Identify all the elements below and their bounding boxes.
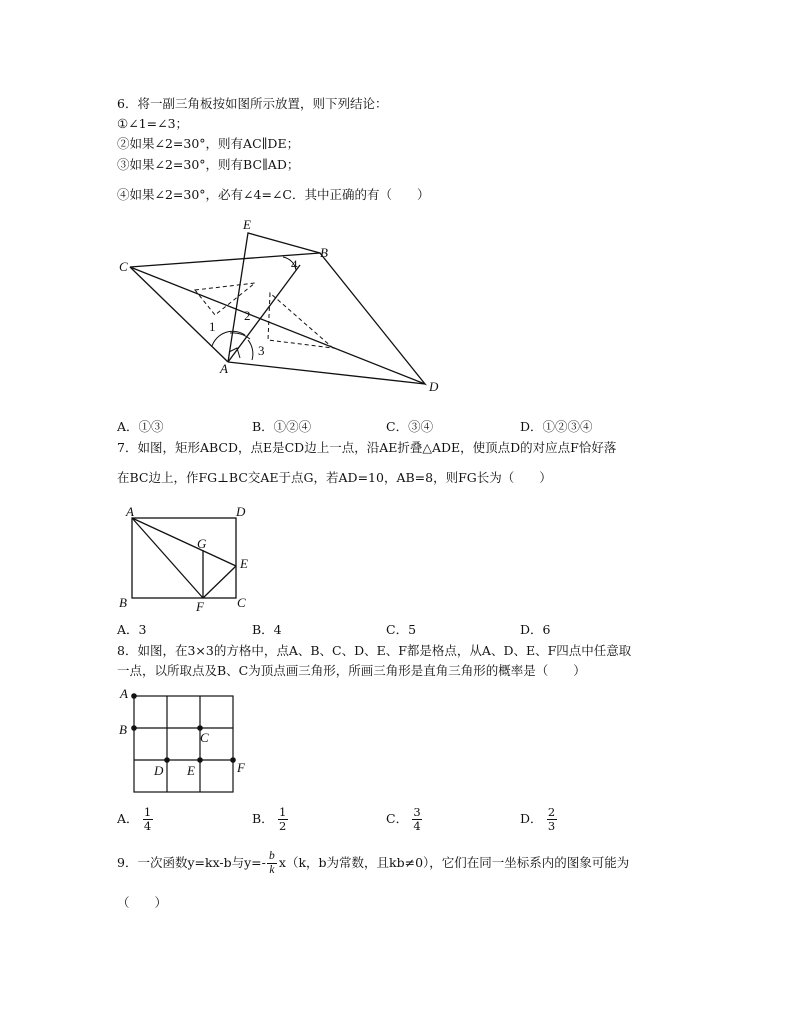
q7-figure: [115, 502, 255, 614]
segment-ae: [132, 518, 236, 566]
q8-option-c-label: C．: [386, 811, 409, 826]
label-angle-1: 1: [209, 319, 216, 334]
q8-line-1: 8．如图，在3×3的方格中，点A、B、C、D、E、F都是格点，从A、D、E、F四点中任意取: [117, 643, 632, 658]
q8-option-b-fraction: [278, 806, 288, 833]
label-A: A: [220, 361, 228, 376]
point-A: [131, 693, 137, 699]
denominator: 3: [547, 819, 556, 833]
q6-statement-4: ④如果∠2=30°，必有∠4=∠C．其中正确的有（ ）: [117, 187, 430, 202]
denominator: 2: [279, 819, 287, 833]
dashed-triangle-right: [268, 293, 333, 348]
q6-statement-1: ①∠1=∠3；: [117, 116, 189, 131]
label-D: D: [429, 379, 439, 394]
label-E: E: [240, 556, 248, 571]
q7-option-a[interactable]: A．3: [117, 622, 147, 637]
q7-option-c[interactable]: C．5: [386, 622, 417, 637]
segment-af: [132, 518, 203, 598]
q8-option-a-fraction: [143, 806, 153, 833]
q9-answer-paren: （ ）: [117, 895, 168, 910]
label-A: A: [126, 504, 134, 519]
label-C: C: [119, 259, 128, 274]
q7-option-b[interactable]: B．4: [252, 622, 282, 637]
q8-option-a[interactable]: [117, 806, 153, 833]
q6-stem: 6．将一副三角板按如图所示放置，则下列结论：: [117, 96, 388, 111]
rectangle-abcd: [132, 518, 236, 598]
angle-arc-3: [248, 340, 253, 360]
denominator: 4: [143, 819, 152, 833]
q7-option-d[interactable]: D．6: [520, 622, 551, 637]
denominator: 4: [413, 819, 421, 833]
q6-option-a[interactable]: A．①③: [117, 419, 164, 434]
q9-text-post: x（k，b为常数，且kb≠0），它们在同一坐标系内的图象可能为: [278, 855, 630, 870]
q6-option-b[interactable]: B．①②④: [252, 419, 312, 434]
denominator: k: [269, 864, 275, 876]
q8-option-d-label: D．: [520, 811, 543, 826]
q6-option-c[interactable]: C．③④: [386, 419, 434, 434]
q8-option-d-fraction: [547, 806, 557, 833]
edge-ad: [228, 362, 425, 384]
q9-text-pre: 9．一次函数y=kx-b与y=-: [117, 855, 266, 870]
edge-ca: [130, 267, 228, 362]
label-F: F: [196, 599, 204, 614]
numerator: 1: [143, 805, 152, 819]
label-G: G: [197, 536, 207, 551]
grid-3x3: [134, 696, 233, 792]
q8-option-d[interactable]: [520, 806, 557, 833]
label-B: B: [119, 722, 127, 737]
q8-option-c[interactable]: [386, 806, 422, 833]
numerator: b: [269, 850, 275, 862]
label-B: B: [119, 595, 127, 610]
q9-fraction: [267, 850, 277, 877]
q8-figure: [112, 684, 252, 796]
q8-line-2: 一点，以所取点及B、C为顶点画三角形，所画三角形是直角三角形的概率是（ ）: [117, 663, 586, 678]
triangle-cbd: [130, 253, 425, 384]
label-D: D: [154, 763, 164, 778]
label-angle-4: 4: [291, 257, 298, 272]
label-D: D: [236, 504, 246, 519]
q6-figure: [110, 210, 450, 400]
label-C: C: [237, 595, 246, 610]
numerator: 2: [547, 805, 556, 819]
label-C: C: [200, 730, 209, 745]
numerator: 3: [413, 805, 421, 819]
q9-line-1: [117, 850, 629, 877]
point-F: [230, 757, 236, 763]
numerator: 1: [279, 805, 287, 819]
q7-line-1: 7．如图，矩形ABCD，点E是CD边上一点，沿AE折叠△ADE，使顶点D的对应点F恰好落: [117, 440, 617, 455]
label-A: A: [120, 686, 128, 701]
q6-statement-3: ③如果∠2=30°，则有BC∥AD；: [117, 157, 300, 172]
segment-fe: [203, 566, 236, 598]
q8-option-b[interactable]: [252, 806, 288, 833]
point-D: [164, 757, 170, 763]
label-B: B: [320, 245, 328, 260]
q8-option-c-fraction: [412, 806, 422, 833]
q8-option-b-label: B．: [252, 811, 274, 826]
q8-option-a-label: A．: [117, 811, 139, 826]
point-E: [197, 757, 203, 763]
label-angle-2: 2: [244, 308, 251, 323]
label-E: E: [187, 763, 195, 778]
point-B: [131, 725, 137, 731]
q6-statement-2: ②如果∠2=30°，则有AC∥DE；: [117, 136, 300, 151]
q7-line-2: 在BC边上，作FG⊥BC交AE于点G，若AD=10，AB=8，则FG长为（ ）: [117, 470, 552, 485]
q6-option-d[interactable]: D．①②③④: [520, 419, 593, 434]
label-F: F: [237, 760, 245, 775]
label-E: E: [243, 217, 251, 232]
label-angle-3: 3: [258, 343, 265, 358]
